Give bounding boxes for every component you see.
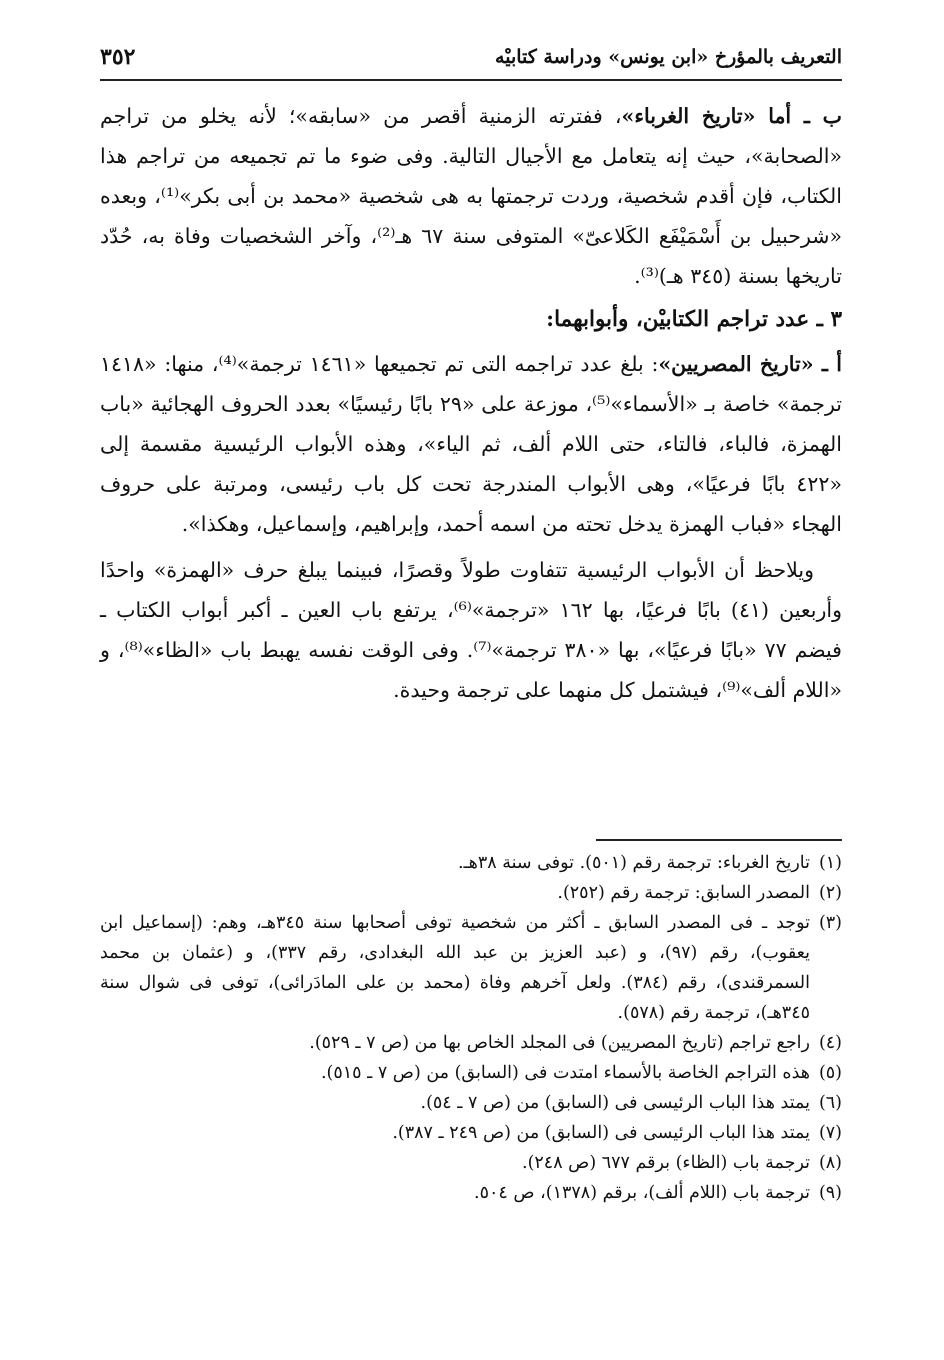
footnote-item [100, 878, 842, 908]
page-number: ٣٥٢ [100, 44, 136, 70]
paragraph-misriyyin [100, 344, 842, 544]
footnote-number: (٣) [818, 913, 842, 933]
footnote-divider [596, 839, 842, 841]
footnote-item [100, 1118, 842, 1148]
footnote-number: (٦) [818, 1093, 842, 1113]
footnote-item [100, 1028, 842, 1058]
footnotes [100, 848, 842, 1208]
footnote-item [100, 1178, 842, 1208]
footnote-text: راجع تراجم (تاريخ المصريين) فى المجلد الخاص بها من (ص ٧ ـ ٥٢٩). [309, 1033, 810, 1053]
footnote-text: توجد ـ فى المصدر السابق ـ أكثر من شخصية توفى أصحابها سنة ٣٤٥هـ، وهم: (إسماعيل ابن يعقوب)، رقم (٩٧)، و (عبد العزيز بن عبد الله البغدادى، رقم ٣٣٧)، و (عثمان بن محمد السمرقندى)، رقم (٣٨٤). ولعل آخرهم وفاة (محمد بن على المادَرائى)، توفى فى شوال سنة ٣٤٥هـ)، ترجمة رقم (٥٧٨). [100, 913, 811, 1023]
footnote-number: (٥) [818, 1063, 842, 1083]
footnote-item [100, 1148, 842, 1178]
footnote-number: (٤) [818, 1033, 842, 1053]
footnote-number: (١) [818, 853, 842, 873]
section-heading: ٣ ـ عدد تراجم الكتابيْن، وأبوابهما: [546, 307, 842, 332]
footnote-text: ترجمة باب (الظاء) برقم ٦٧٧ (ص ٢٤٨). [522, 1153, 810, 1173]
main-text [100, 96, 842, 710]
footnote-item [100, 1058, 842, 1088]
footnote-text: هذه التراجم الخاصة بالأسماء امتدت فى (السابق) من (ص ٧ ـ ٥١٥). [320, 1063, 810, 1083]
footnote-item [100, 908, 842, 1028]
footnote-number: (٨) [818, 1153, 842, 1173]
footnote-text: يمتد هذا الباب الرئيسى فى (السابق) من (ص ٢٤٩ ـ ٣٨٧). [392, 1123, 810, 1143]
footnote-text: ترجمة باب (اللام ألف)، برقم (١٣٧٨)، ص ٥٠٤. [474, 1183, 810, 1203]
footnote-text: المصدر السابق: ترجمة رقم (٢٥٢). [557, 883, 810, 903]
footnote-number: (٩) [818, 1183, 842, 1203]
paragraph-ghuraba [100, 96, 842, 296]
footnote-text: تاريخ الغرباء: ترجمة رقم (٥٠١). توفى سنة ٣٨هـ. [457, 853, 810, 873]
paragraph-text: ، ففترته الزمنية أقصر من «سابقه»؛ لأنه يخلو من تراجم «الصحابة»، حيث إنه يتعامل مع الأجيال التالية. وفى ضوء ما تم تجميعه من تراجم هذا الكتاب، فإن أقدم شخصية، وردت ترجمتها به هى شخصية «محمد بن أبى بكر»⁽¹⁾، وبعده «شرحبيل بن أَسْمَيْفَع الكَلاعىّ» المتوفى سنة ٦٧ هـ⁽²⁾، وآخر الشخصيات وفاة به، حُدّد تاريخها بسنة (٣٤٥ هـ)⁽³⁾. [100, 104, 843, 288]
page-header [100, 44, 842, 80]
paragraph-lead: ب ـ أما «تاريخ الغرباء» [621, 104, 842, 128]
footnote-text: يمتد هذا الباب الرئيسى فى (السابق) من (ص ٧ ـ ٥٤). [420, 1093, 810, 1113]
footnote-item [100, 848, 842, 878]
header-divider [100, 79, 842, 81]
footnote-number: (٢) [818, 883, 842, 903]
running-title: التعريف بالمؤرخ «ابن يونس» ودراسة كتابيْه [495, 46, 842, 68]
footnote-number: (٧) [818, 1123, 842, 1143]
paragraph-text: : بلغ عدد تراجمه التى تم تجميعها «١٤٦١ ترجمة»⁽⁴⁾، منها: «١٤١٨ ترجمة» خاصة بـ «الأسماء»⁽⁵⁾، موزعة على «٢٩ بابًا رئيسيًا» بعدد الحروف الهجائية «باب الهمزة، فالباء، فالتاء، حتى اللام ألف، ثم الياء»، وهذه الأبواب الرئيسية مقسمة إلى «٤٢٢ بابًا فرعيًا»، وهى الأبواب المندرجة تحت كل باب رئيسى، ومرتبة على حروف الهجاء «فباب الهمزة يدخل تحته من اسمه أحمد، وإبراهيم، وإسماعيل، وهكذا». [100, 352, 842, 536]
paragraph-lead: أ ـ «تاريخ المصريين» [658, 352, 843, 376]
paragraph-observation: ويلاحظ أن الأبواب الرئيسية تتفاوت طولاً وقصرًا، فبينما يبلغ حرف «الهمزة» واحدًا وأربعين (٤١) بابًا فرعيًا، بها ١٦٢ «ترجمة»⁽⁶⁾، يرتفع باب العين ـ أكبر أبواب الكتاب ـ فيضم ٧٧ «بابًا فرعيًا»، بها «٣٨٠ ترجمة»⁽⁷⁾. وفى الوقت نفسه يهبط باب «الظاء»⁽⁸⁾، و «اللام ألف»⁽⁹⁾، فيشتمل كل منهما على ترجمة وحيدة. [100, 558, 842, 702]
footnote-item [100, 1088, 842, 1118]
